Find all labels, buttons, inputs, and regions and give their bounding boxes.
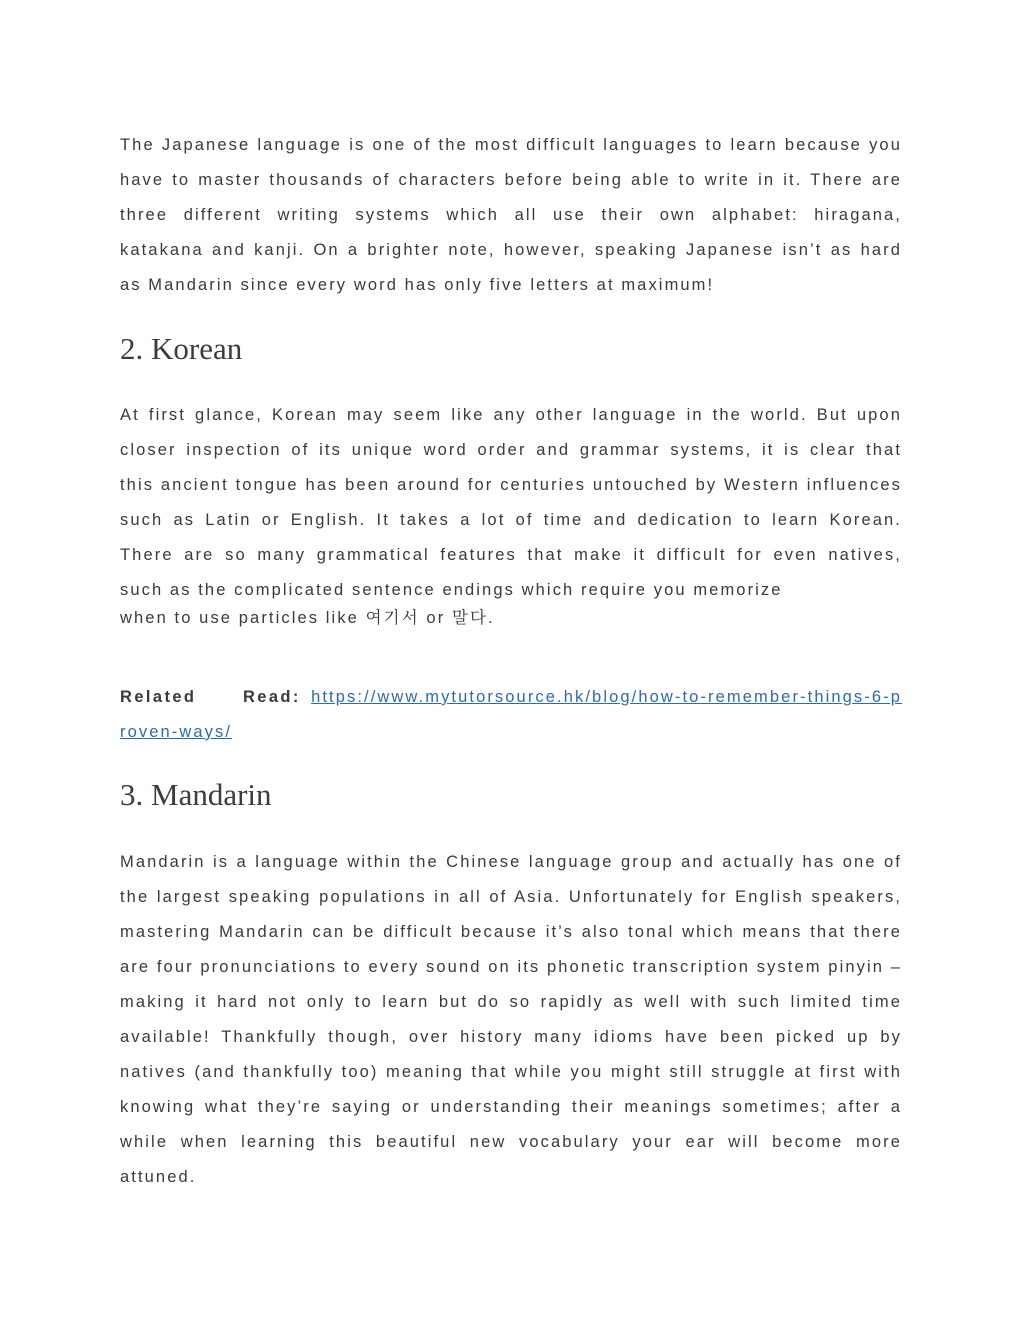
mandarin-paragraph: Mandarin is a language within the Chinese language group and actually has one of the largest speaking populations in all of Asia. Unfortunately for English speakers, mastering Mandarin can be difficult because it’s also tonal which means that there are four pronunciations to every sound on its phonetic transcription system pinyin – making it hard not only to learn but do so rapidly as well with such limited time available! Thankfully though, over history many idioms have been picked up by natives (and thankfully too) meaning that while you might still struggle at first with knowing what they’re saying or understanding their meanings sometimes; after a while when learning this beautiful new vocabulary your ear will become more attuned. bbox=[120, 853, 902, 1186]
japanese-paragraph: The Japanese language is one of the most difficult languages to learn because you have to master thousands of characters before being able to write in it. There are three different writing systems which all use their own alphabet: hiragana, katakana and kanji. On a brighter note, however, speaking Japanese isn’t as hard as Mandarin since every word has only five letters at maximum! bbox=[120, 136, 902, 294]
korean-paragraph-last-line: when to use particles like 여기서 or 말다. bbox=[120, 609, 495, 627]
related-read-label: Related Read: bbox=[120, 688, 301, 706]
mandarin-heading: 3. Mandarin bbox=[120, 777, 272, 812]
korean-paragraph: At first glance, Korean may seem like any other language in the world. But upon closer inspection of its unique word order and grammar systems, it is clear that this ancient tongue has been around for centuries untouched by Western influences such as Latin or English. It takes a lot of time and dedication to learn Korean. There are so many grammatical features that make it difficult for even natives, such as the complicated sentence endings which require you memorize bbox=[120, 406, 902, 599]
document-page bbox=[120, 128, 902, 1195]
related-read-link[interactable]: https://www.mytutorsource.hk/blog/how-to-remember-things-6-proven-ways/ bbox=[120, 688, 903, 741]
related-read bbox=[120, 680, 902, 750]
korean-heading: 2. Korean bbox=[120, 331, 243, 366]
